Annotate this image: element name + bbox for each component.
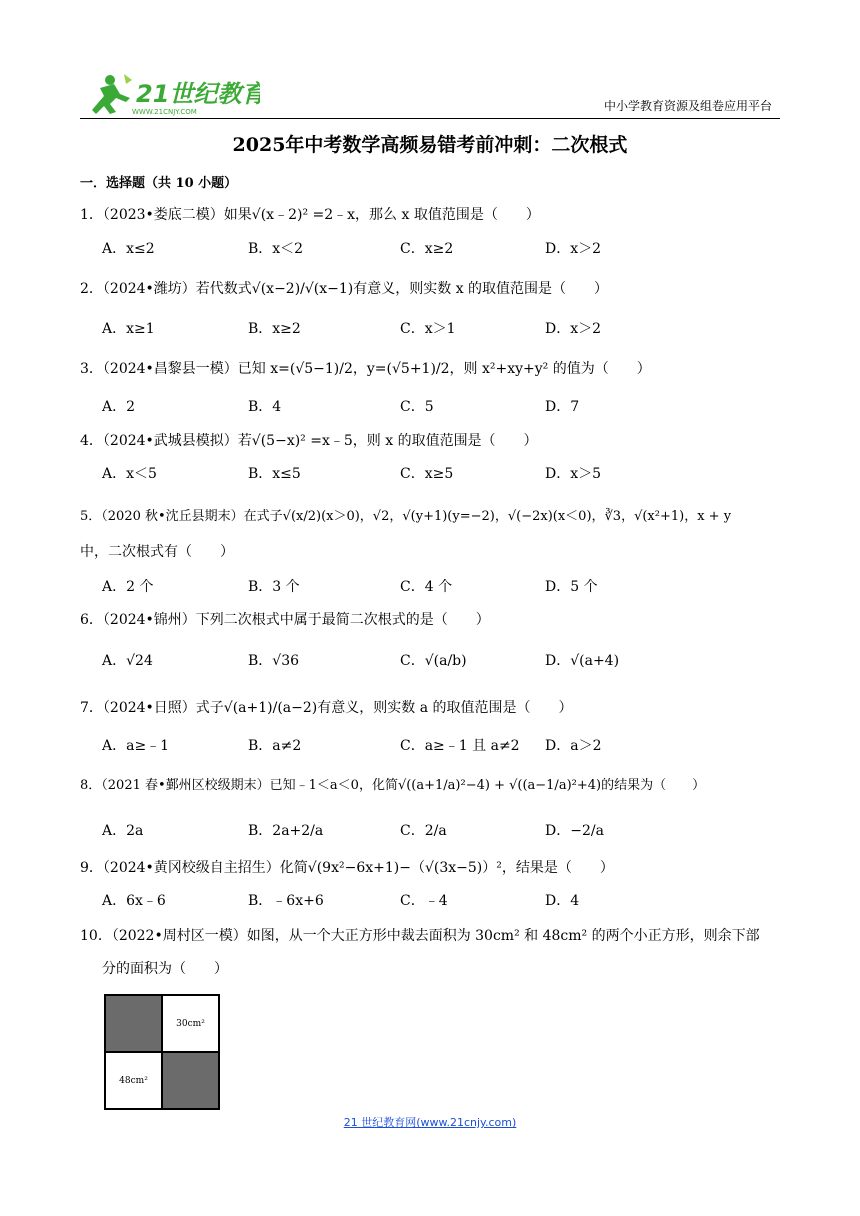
option-a[interactable]: A．√24: [102, 653, 153, 669]
logo: [80, 70, 260, 118]
option-b[interactable]: B．3 个: [248, 579, 300, 595]
option-d[interactable]: D．5 个: [545, 579, 598, 595]
option-d[interactable]: D．x＞2: [545, 241, 602, 257]
option-b[interactable]: B．2a+2/a: [248, 823, 324, 839]
question-stem: 4．（2024•武城县模拟）若√(5−x)² =x﹣5，则 x 的取值范围是（ ）: [80, 433, 538, 449]
option-a[interactable]: A．2a: [102, 823, 144, 839]
option-b[interactable]: B．4: [248, 399, 282, 415]
svg-text:21世纪教育: 21世纪教育: [136, 80, 260, 108]
question-stem: 10．（2022•周村区一模）如图，从一个大正方形中裁去面积为 30cm² 和 48cm² 的两个小正方形，则余下部: [80, 928, 760, 944]
footer-link[interactable]: 21 世纪教育网(www.21cnjy.com): [343, 1116, 517, 1129]
option-c[interactable]: C．x＞1: [400, 321, 456, 337]
question-stem: 9．（2024•黄冈校级自主招生）化简√(9x²−6x+1)−（√(3x−5)）²，结果是（ ）: [80, 860, 614, 876]
small-square-label: 30cm²: [176, 1018, 205, 1029]
question-stem: 2．（2024•潍坊）若代数式√(x−2)/√(x−1)有意义，则实数 x 的取值范围是（ ）: [80, 281, 609, 297]
option-a[interactable]: A．x＜5: [102, 466, 157, 482]
option-b[interactable]: B．√36: [248, 653, 300, 669]
option-d[interactable]: D．7: [545, 399, 580, 415]
question-stem-cont: 中，二次根式有（ ）: [80, 544, 234, 560]
section-heading: 一．选择题（共 10 小题）: [80, 176, 238, 191]
square-figure: [104, 994, 220, 1110]
option-d[interactable]: D．x＞2: [545, 321, 602, 337]
svg-text:WWW.21CNJY.COM: WWW.21CNJY.COM: [132, 108, 197, 116]
option-b[interactable]: B．x≤5: [248, 466, 301, 482]
option-c[interactable]: C．x≥5: [400, 466, 454, 482]
option-c[interactable]: C．x≥2: [400, 241, 454, 257]
option-c[interactable]: C．a≥﹣1 且 a≠2: [400, 738, 520, 754]
platform-name: 中小学教育资源及组卷应用平台: [603, 99, 772, 113]
small-square: [162, 995, 219, 1052]
option-c[interactable]: C．5: [400, 399, 434, 415]
option-a[interactable]: A．x≥1: [102, 321, 155, 337]
option-a[interactable]: A．2: [102, 399, 136, 415]
question-stem: 8．（2021 春•鄞州区校级期末）已知﹣1＜a＜0，化简√((a+1/a)²−4) + √((a−1/a)²+4)的结果为（ ）: [80, 778, 706, 793]
shaded-region: [105, 995, 162, 1052]
option-a[interactable]: A．2 个: [102, 579, 154, 595]
option-a[interactable]: A．x≤2: [102, 241, 155, 257]
question-stem: 6．（2024•锦州）下列二次根式中属于最简二次根式的是（ ）: [80, 612, 490, 628]
question-stem: 3．（2024•昌黎县一模）已知 x=(√5−1)/2，y=(√5+1)/2，则 x²+xy+y² 的值为（ ）: [80, 361, 651, 377]
option-c[interactable]: C．4 个: [400, 579, 453, 595]
question-stem: 5．（2020 秋•沈丘县期末）在式子√(x/2)(x＞0)，√2，√(y+1)(y=−2)，√(−2x)(x＜0)，∛3，√(x²+1)，x + y: [80, 509, 732, 524]
option-d[interactable]: D．−2/a: [545, 823, 604, 839]
option-c[interactable]: C．2/a: [400, 823, 447, 839]
option-c[interactable]: C．√(a/b): [400, 653, 467, 669]
option-a[interactable]: A．a≥﹣1: [102, 738, 170, 754]
shaded-region: [162, 1052, 219, 1109]
option-d[interactable]: D．a＞2: [545, 738, 602, 754]
option-a[interactable]: A．6x﹣6: [102, 893, 166, 909]
option-b[interactable]: B．x≥2: [248, 321, 301, 337]
large-square: [105, 1052, 162, 1109]
question-stem: 7．（2024•日照）式子√(a+1)/(a−2)有意义，则实数 a 的取值范围是（ ）: [80, 700, 573, 716]
logo-runner-icon: [80, 70, 260, 118]
option-b[interactable]: B．x＜2: [248, 241, 304, 257]
header-divider: [80, 118, 780, 119]
option-d[interactable]: D．4: [545, 893, 580, 909]
large-square-label: 48cm²: [119, 1075, 148, 1086]
question-stem-cont: 分的面积为（ ）: [102, 961, 228, 977]
option-c[interactable]: C．﹣4: [400, 893, 448, 909]
option-b[interactable]: B．﹣6x+6: [248, 893, 324, 909]
question-stem: 1．（2023•娄底二模）如果√(x﹣2)² =2﹣x，那么 x 取值范围是（ ）: [80, 207, 540, 223]
option-d[interactable]: D．x＞5: [545, 466, 602, 482]
option-d[interactable]: D．√(a+4): [545, 653, 620, 669]
option-b[interactable]: B．a≠2: [248, 738, 302, 754]
page-title: 2025年中考数学高频易错考前冲刺：二次根式: [232, 134, 628, 156]
